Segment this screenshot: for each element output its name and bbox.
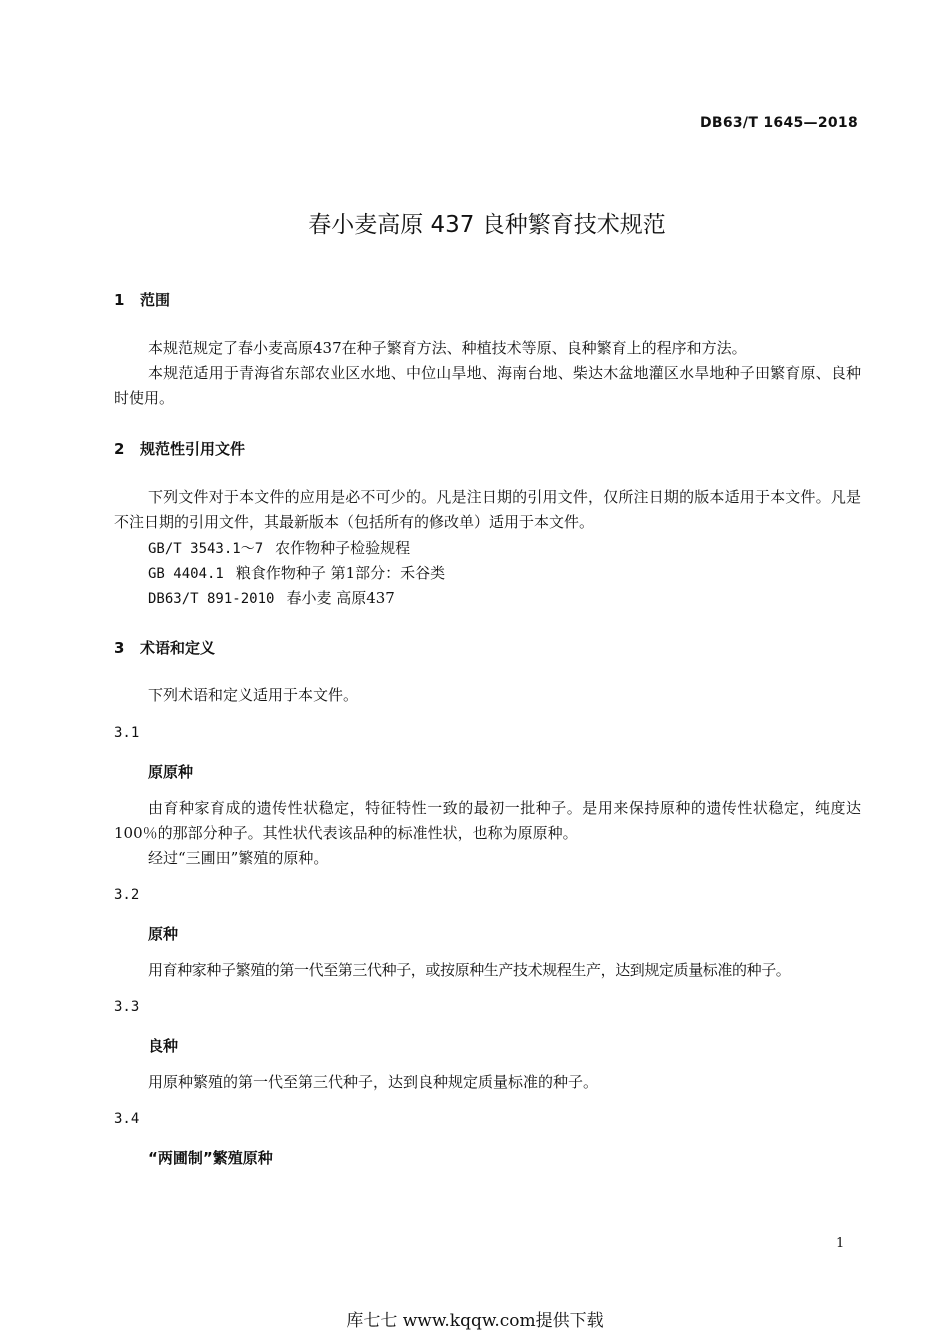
reference-name: 农作物种子检验规程 xyxy=(275,539,411,557)
paragraph: 经过“三圃田”繁殖的原种。 xyxy=(148,849,329,867)
paragraph: 本规范规定了春小麦高原437在种子繁育方法、种植技术等原、良种繁育上的程序和方法。 xyxy=(148,339,747,357)
paragraph: 用原种繁殖的第一代至第三代种子，达到良种规定质量标准的种子。 xyxy=(148,1073,599,1091)
paragraph: 本规范适用于青海省东部农业区水地、中位山旱地、海南台地、柴达木盆地灌区水旱地种子田繁育原、良种时使用。 xyxy=(114,364,861,407)
reference-name: 粮食作物种子 第1部分：禾谷类 xyxy=(235,564,446,582)
section-number: 1 xyxy=(114,291,125,309)
section-title: 术语和定义 xyxy=(140,639,216,657)
term-name: “两圃制”繁殖原种 xyxy=(148,1149,273,1167)
reference-code: DB63/T 891-2010 xyxy=(148,591,275,607)
normative-reference xyxy=(148,537,410,558)
section-title: 范围 xyxy=(140,291,171,309)
reference-name: 春小麦 高原437 xyxy=(286,589,395,607)
reference-code: GB 4404.1 xyxy=(148,566,224,582)
term-definition xyxy=(114,1070,861,1095)
standard-code: DB63/T 1645—2018 xyxy=(699,115,858,131)
term-definition xyxy=(114,796,861,871)
paragraph: 下列文件对于本文件的应用是必不可少的。凡是注日期的引用文件，仅所注日期的版本适用于本文件。凡是不注日期的引用文件，其最新版本（包括所有的修改单）适用于本文件。 xyxy=(114,488,861,531)
document-title: 春小麦高原 437 良种繁育技术规范 xyxy=(308,212,666,238)
normative-reference xyxy=(148,562,445,583)
download-footer: 库七七 www.kqqw.com提供下载 xyxy=(346,1311,604,1331)
page-number: 1 xyxy=(836,1236,845,1251)
term-number: 3.2 xyxy=(114,887,140,903)
term-name: 良种 xyxy=(148,1037,179,1055)
term-name: 原原种 xyxy=(148,763,194,781)
section-2-intro xyxy=(114,485,861,535)
section-title: 规范性引用文件 xyxy=(140,440,246,458)
section-1-body xyxy=(114,336,861,411)
section-number: 3 xyxy=(114,639,125,657)
paragraph: 由育种家育成的遗传性状稳定，特征特性一致的最初一批种子。是用来保持原种的遗传性状稳定，纯度达100％的那部分种子。其性状代表该品种的标准性状，也称为原原种。 xyxy=(114,799,861,842)
reference-code: GB/T 3543.1～7 xyxy=(148,541,264,557)
term-definition xyxy=(114,958,861,983)
section-3-intro xyxy=(114,683,861,708)
section-1-heading xyxy=(114,289,170,310)
section-3-heading xyxy=(114,637,215,658)
section-number: 2 xyxy=(114,440,125,458)
term-number: 3.4 xyxy=(114,1111,140,1127)
paragraph: 下列术语和定义适用于本文件。 xyxy=(148,686,359,704)
term-name: 原种 xyxy=(148,925,179,943)
normative-reference xyxy=(148,587,395,608)
term-number: 3.3 xyxy=(114,999,140,1015)
paragraph: 用育种家种子繁殖的第一代至第三代种子，或按原种生产技术规程生产，达到规定质量标准的种子。 xyxy=(148,961,791,979)
term-number: 3.1 xyxy=(114,725,140,741)
section-2-heading xyxy=(114,438,245,459)
